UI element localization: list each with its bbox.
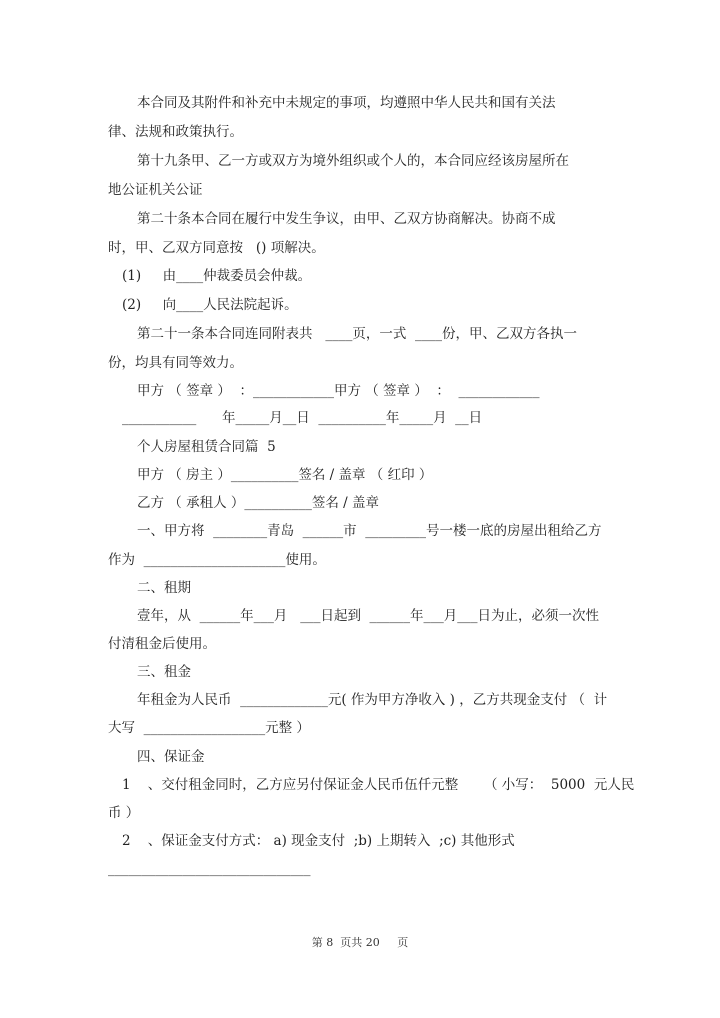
page-footer: 第 8 页共 20 页: [311, 936, 409, 949]
text-line: 第二十条本合同在履行中发生争议，由甲、乙双方协商解决。协商不成: [137, 211, 556, 227]
text-line: 1 、交付租金同时，乙方应另付保证金人民币伍仟元整 （ 小写： 5000 元人民: [122, 777, 635, 793]
text-line: 乙方 （ 承租人 ）__________签名 / 盖章: [137, 495, 380, 511]
text-line: 币 ）: [108, 805, 140, 821]
text-line: 2 、保证金支付方式： a) 现金支付 ;b) 上期转入 ;c) 其他形式: [122, 833, 515, 849]
text-line: 作为 _____________________使用。: [108, 552, 326, 568]
text-line: 律、法规和政策执行。: [108, 124, 243, 140]
signature-line: 甲方 （ 签章 ） ：____________甲方 （ 签章 ） ： ____________: [137, 383, 540, 399]
text-line: 本合同及其附件和补充中未规定的事项，均遵照中华人民共和国有关法: [137, 95, 556, 111]
text-line: 第二十一条本合同连同附表共 ____页，一式 ____份，甲、乙双方各执一: [137, 326, 577, 342]
text-line: 甲方 （ 房主 ）__________签名 / 盖章 （ 红印 ）: [137, 467, 433, 483]
text-line: 一、甲方将 ________青岛 ______市 _________号一楼一底的房屋出租给乙方: [137, 523, 602, 539]
section-heading: 四、保证金: [137, 749, 205, 765]
text-line: 第十九条甲、乙一方或双方为境外组织或个人的，本合同应经该房屋所在: [137, 153, 569, 169]
text-line: 大写 __________________元整 ）: [108, 720, 310, 736]
section-heading: 三、租金: [137, 664, 191, 680]
text-line: 时，甲、乙双方同意按 () 项解决。: [108, 240, 325, 256]
section-heading: 二、租期: [137, 580, 191, 596]
text-line: (1) 由____仲裁委员会仲裁。: [122, 268, 312, 284]
text-line: 年租金为人民币 _____________元( 作为甲方净收入 ) ，乙方共现金支付 （ 计: [137, 692, 608, 708]
text-line: (2) 向____人民法院起诉。: [122, 297, 298, 313]
date-line: ___________ 年_____月__日 __________年_____月 __日: [122, 410, 483, 426]
text-line: 份，均具有同等效力。: [108, 355, 243, 371]
text-line: 地公证机关公证: [108, 182, 203, 198]
text-line: 付清租金后使用。: [108, 636, 216, 652]
blank-underline: ______________________________: [108, 861, 311, 877]
section-title: 个人房屋租赁合同篇 5: [137, 439, 276, 455]
text-line: 壹年，从 ______年___月 ___日起到 ______年___月___日为止，必须一次性: [137, 608, 600, 624]
